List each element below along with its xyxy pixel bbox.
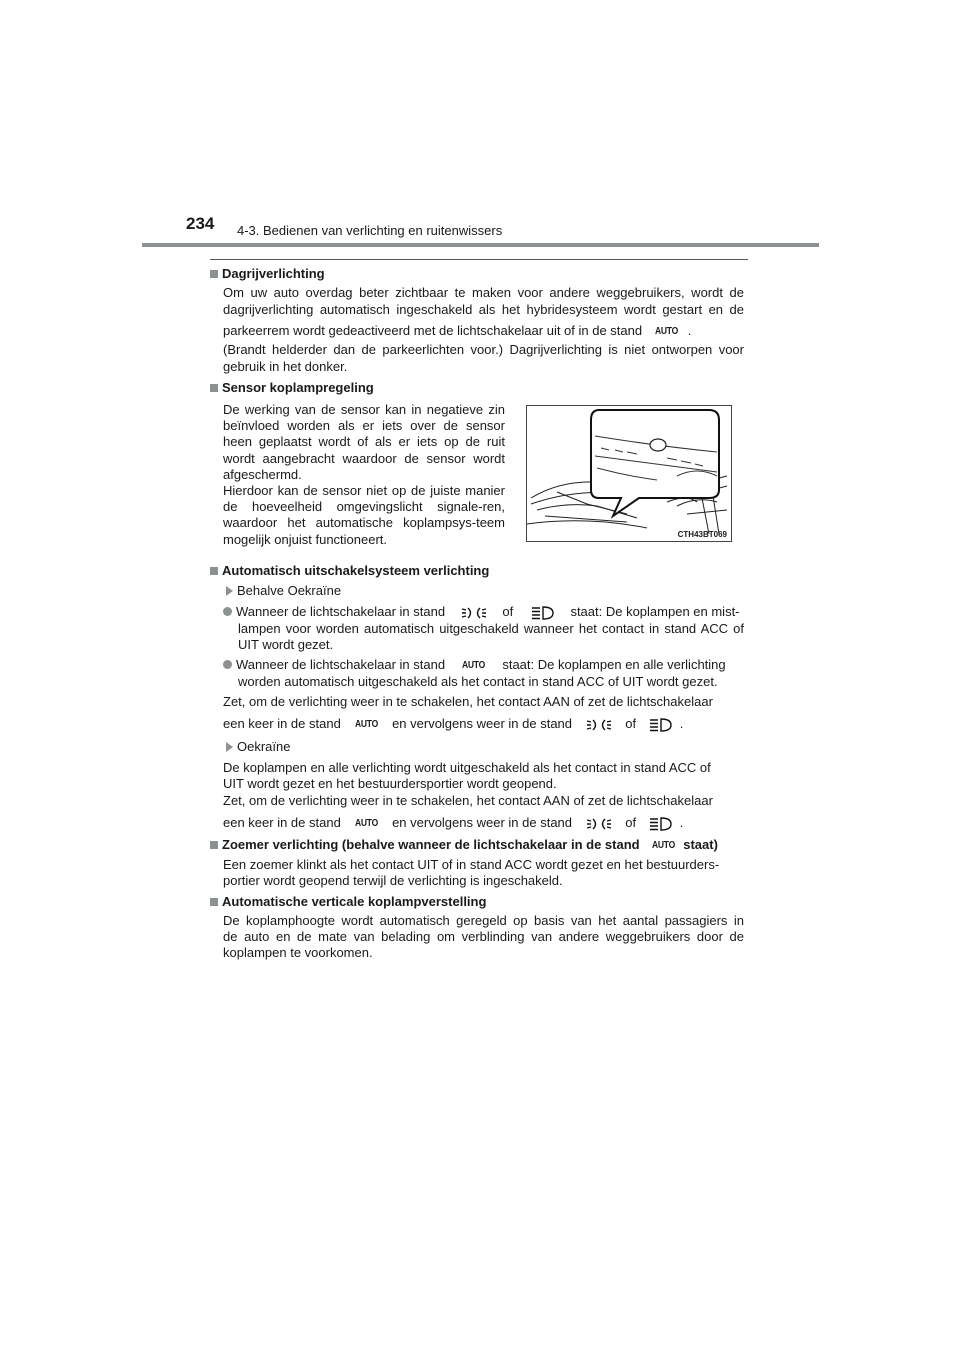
text-line: gebruik in het donker. (223, 359, 348, 374)
sensor-text: De werking van de sensor kan in negatieve zin beïnvloed worden als er iets over de sensor heen geplaatst wordt of als er iets op de ruit wordt aangebracht waardoor de sensor wordt afgeschermd. Hierdoor kan de sensor niet op de juiste manier de hoeveelheid omgevingslicht signale-ren, waardoor het automatische koplampsys-teem mogelijk onjuist functioneert. (223, 402, 505, 547)
page-number: 234 (186, 214, 215, 233)
content-top-rule (210, 259, 748, 260)
dot-bullet-icon (223, 660, 232, 669)
text-line: Om uw auto overdag beter zichtbaar te maken voor andere weggebruikers, wordt de (223, 285, 744, 300)
heading-zoemer: Zoemer verlichting (behalve wanneer de lichtschakelaar in de stand AUTO staat) (210, 837, 718, 854)
header-rule (142, 243, 819, 247)
windshield-illustration (527, 406, 731, 541)
text-line: De koplamphoogte wordt automatisch geregeld op basis van het aantal passagiers in (223, 913, 744, 928)
text-line: Een zoemer klinkt als het contact UIT of in stand ACC wordt gezet en het bestuurders- (223, 857, 720, 872)
heading-uitschakelsysteem: Automatisch uitschakelsysteem verlichting (210, 563, 489, 579)
text-line: parkeerrem wordt gedeactiveerd met de lichtschakelaar uit of in de stand AUTO . (223, 323, 692, 338)
auto-label: AUTO (655, 326, 679, 337)
sensor-figure (526, 405, 732, 542)
text-line: dagrijverlichting automatisch ingeschakeld als het hybridesysteem wordt gestart en de (223, 302, 744, 317)
heading-dagrijverlichting: Dagrijverlichting (210, 266, 325, 282)
parking-lights-icon (461, 605, 487, 621)
text-line: portier wordt geopend terwijl de verlichting is ingeschakeld. (223, 873, 563, 888)
figure-code: CTH43BT069 (677, 530, 727, 539)
dot-bullet-icon (223, 607, 232, 616)
heading-verticale-koplampverstelling: Automatische verticale koplampverstelling (210, 894, 486, 910)
sensor-icon (650, 439, 666, 451)
bullet-square-icon (210, 567, 218, 575)
bullet-square-icon (210, 841, 218, 849)
section-title: 4-3. Bedienen van verlichting en ruitenwissers (237, 223, 503, 238)
auto-label: AUTO (354, 818, 378, 829)
text-line: Zet, om de verlichting weer in te schakelen, het contact AAN of zet de lichtschakelaar (223, 694, 713, 709)
text-line: worden automatisch uitgeschakeld als het contact in stand ACC of UIT wordt gezet. (238, 674, 718, 689)
parking-lights-icon (586, 717, 612, 733)
auto-label: AUTO (354, 719, 378, 730)
sub-heading: Behalve Oekraïne (226, 583, 341, 599)
sub-heading: Oekraïne (226, 739, 290, 755)
auto-label: AUTO (651, 840, 675, 851)
text-line: een keer in de stand AUTO en vervolgens weer in de stand of . (223, 716, 684, 731)
bullet-square-icon (210, 898, 218, 906)
parking-lights-icon (586, 816, 612, 832)
heading-sensor: Sensor koplampregeling (210, 380, 374, 396)
bullet-line: Wanneer de lichtschakelaar in stand AUTO staat: De koplampen en alle verlichting (223, 657, 726, 674)
text-line: koplampen te voorkomen. (223, 945, 373, 960)
arrow-bullet-icon (226, 586, 233, 596)
bullet-square-icon (210, 270, 218, 278)
bullet-square-icon (210, 384, 218, 392)
headlights-icon (529, 605, 555, 621)
text-line: UIT wordt gezet. (238, 637, 334, 652)
text-line: UIT wordt gezet en het bestuurdersportier wordt geopend. (223, 776, 557, 791)
text-line: De koplampen en alle verlichting wordt uitgeschakeld als het contact in stand ACC of (223, 760, 711, 775)
auto-label: AUTO (462, 660, 486, 671)
arrow-bullet-icon (226, 742, 233, 752)
text-line: de auto en de mate van belading om verblinding van andere weggebruikers door de (223, 929, 744, 944)
text-line: (Brandt helderder dan de parkeerlichten voor.) Dagrijverlichting is niet ontworpen voor (223, 342, 744, 357)
text-line: Zet, om de verlichting weer in te schakelen, het contact AAN of zet de lichtschakelaar (223, 793, 713, 808)
headlights-icon (647, 816, 673, 832)
text-line: een keer in de stand AUTO en vervolgens weer in de stand of . (223, 815, 684, 830)
text-line: lampen voor worden automatisch uitgeschakeld wanneer het contact in stand ACC of (238, 621, 744, 636)
bullet-line: Wanneer de lichtschakelaar in stand of staat: De koplampen en mist- (223, 604, 744, 621)
headlights-icon (647, 717, 673, 733)
